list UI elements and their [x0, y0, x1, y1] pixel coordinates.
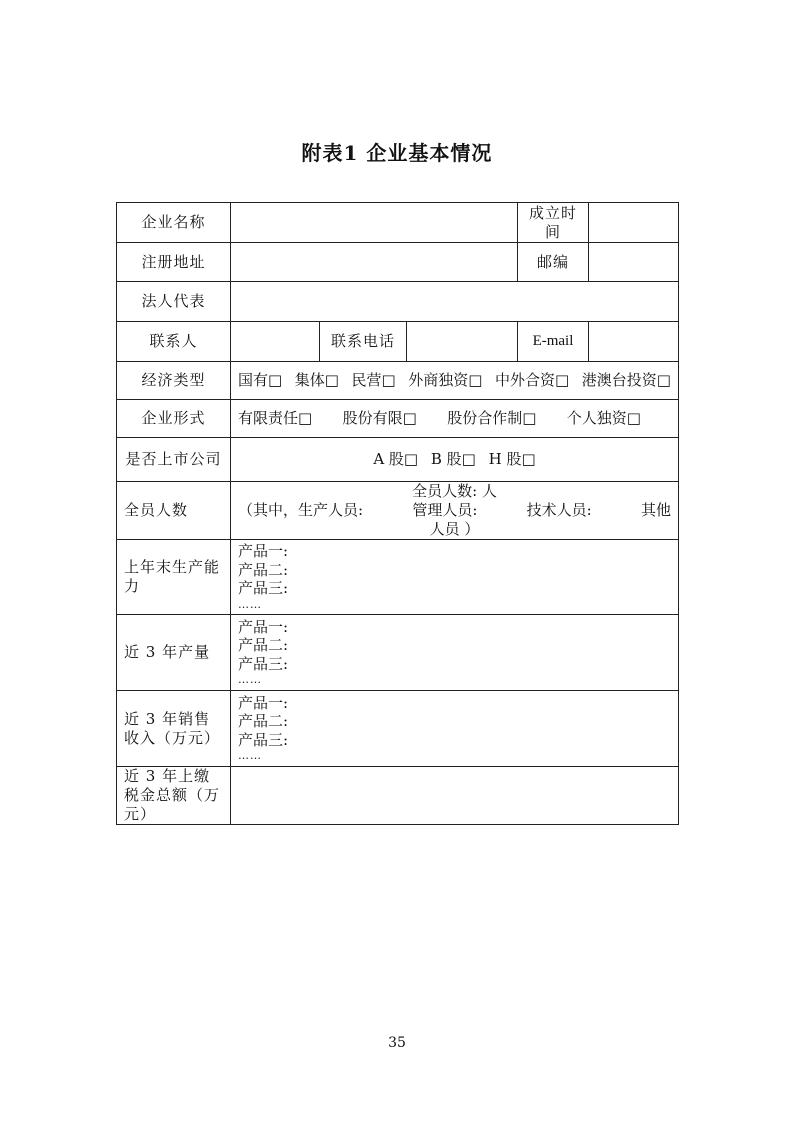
listed-company-options: [231, 438, 679, 482]
staff-breakdown-line: [238, 501, 671, 520]
capacity-field[interactable]: [231, 540, 679, 615]
capacity-product-1: 产品一:: [238, 542, 289, 561]
econ-option-joint-venture[interactable]: 中外合资□: [495, 371, 570, 389]
listed-option-b-share[interactable]: B 股□: [430, 450, 476, 468]
sales-label: 近 3 年销售收入（万元）: [117, 691, 231, 767]
zip-code-label: 邮编: [518, 243, 589, 282]
sales-product-3: 产品三:: [238, 730, 289, 749]
sales-product-2: 产品二:: [238, 712, 289, 731]
row-registered-address: [117, 243, 679, 282]
listed-option-a-share[interactable]: A 股□: [373, 450, 419, 468]
economic-type-label: 经济类型: [117, 362, 231, 400]
staff-other: 其他: [640, 501, 671, 519]
staff-technical: 技术人员:: [526, 501, 592, 519]
row-company-name: [117, 203, 679, 243]
sales-field[interactable]: [231, 691, 679, 767]
tax-field[interactable]: [231, 767, 679, 825]
form-option-joint-stock[interactable]: 股份有限□: [342, 409, 417, 427]
row-contact: [117, 322, 679, 362]
zip-code-field[interactable]: [589, 243, 679, 282]
econ-option-state[interactable]: 国有□: [238, 371, 283, 389]
staff-total-line: 全员人数: 人: [412, 482, 497, 500]
staff-management: 管理人员:: [412, 501, 478, 519]
row-tax: [117, 767, 679, 825]
page-number: 35: [388, 1035, 406, 1051]
listed-company-label: 是否上市公司: [117, 438, 231, 482]
capacity-label: 上年末生产能力: [117, 540, 231, 615]
enterprise-form-options: [231, 400, 679, 438]
form-option-cooperative[interactable]: 股份合作制□: [447, 409, 537, 427]
legal-rep-field[interactable]: [231, 282, 679, 322]
capacity-product-2: 产品二:: [238, 560, 289, 579]
row-listed-company: [117, 438, 679, 482]
tax-label: 近 3 年上缴税金总额（万元）: [117, 767, 231, 825]
email-field[interactable]: [589, 322, 679, 362]
capacity-product-3: 产品三:: [238, 579, 289, 598]
email-label: E-mail: [518, 322, 589, 362]
econ-option-foreign[interactable]: 外商独资□: [408, 371, 483, 389]
form-option-sole[interactable]: 个人独资□: [566, 409, 641, 427]
econ-option-private[interactable]: 民营□: [351, 371, 396, 389]
row-legal-rep: [117, 282, 679, 322]
row-capacity: [117, 540, 679, 615]
listed-option-h-share[interactable]: H 股□: [488, 450, 536, 468]
economic-type-options: [231, 362, 679, 400]
output-product-2: 产品二:: [238, 636, 289, 655]
registered-address-label: 注册地址: [117, 243, 231, 282]
page-title: 附表1 企业基本情况: [301, 141, 493, 165]
contact-person-field[interactable]: [231, 322, 320, 362]
staff-count-field[interactable]: [231, 482, 679, 540]
row-sales: [117, 691, 679, 767]
row-staff-count: [117, 482, 679, 540]
enterprise-form-label: 企业形式: [117, 400, 231, 438]
capacity-ellipsis: ……: [238, 597, 262, 611]
staff-other-line: 人员 ）: [429, 520, 480, 538]
row-economic-type: [117, 362, 679, 400]
econ-option-collective[interactable]: 集体□: [294, 371, 339, 389]
legal-rep-label: 法人代表: [117, 282, 231, 322]
row-output: [117, 615, 679, 691]
output-product-1: 产品一:: [238, 617, 289, 636]
established-date-field[interactable]: [589, 203, 679, 243]
staff-production: （其中，生产人员:: [238, 501, 364, 519]
row-enterprise-form: [117, 400, 679, 438]
form-option-limited[interactable]: 有限责任□: [238, 409, 313, 427]
output-label: 近 3 年产量: [117, 615, 231, 691]
established-date-label: 成立时间: [518, 203, 589, 243]
company-name-label: 企业名称: [117, 203, 231, 243]
econ-option-hk-macao-taiwan[interactable]: 港澳台投资□: [581, 371, 671, 389]
company-name-field[interactable]: [231, 203, 518, 243]
sales-product-1: 产品一:: [238, 693, 289, 712]
output-field[interactable]: [231, 615, 679, 691]
sales-ellipsis: ……: [238, 749, 262, 763]
enterprise-info-table: [116, 202, 679, 825]
output-product-3: 产品三:: [238, 654, 289, 673]
output-ellipsis: ……: [238, 673, 262, 687]
contact-phone-field[interactable]: [407, 322, 518, 362]
contact-person-label: 联系人: [117, 322, 231, 362]
registered-address-field[interactable]: [231, 243, 518, 282]
staff-count-label: 全员人数: [117, 482, 231, 540]
contact-phone-label: 联系电话: [320, 322, 407, 362]
